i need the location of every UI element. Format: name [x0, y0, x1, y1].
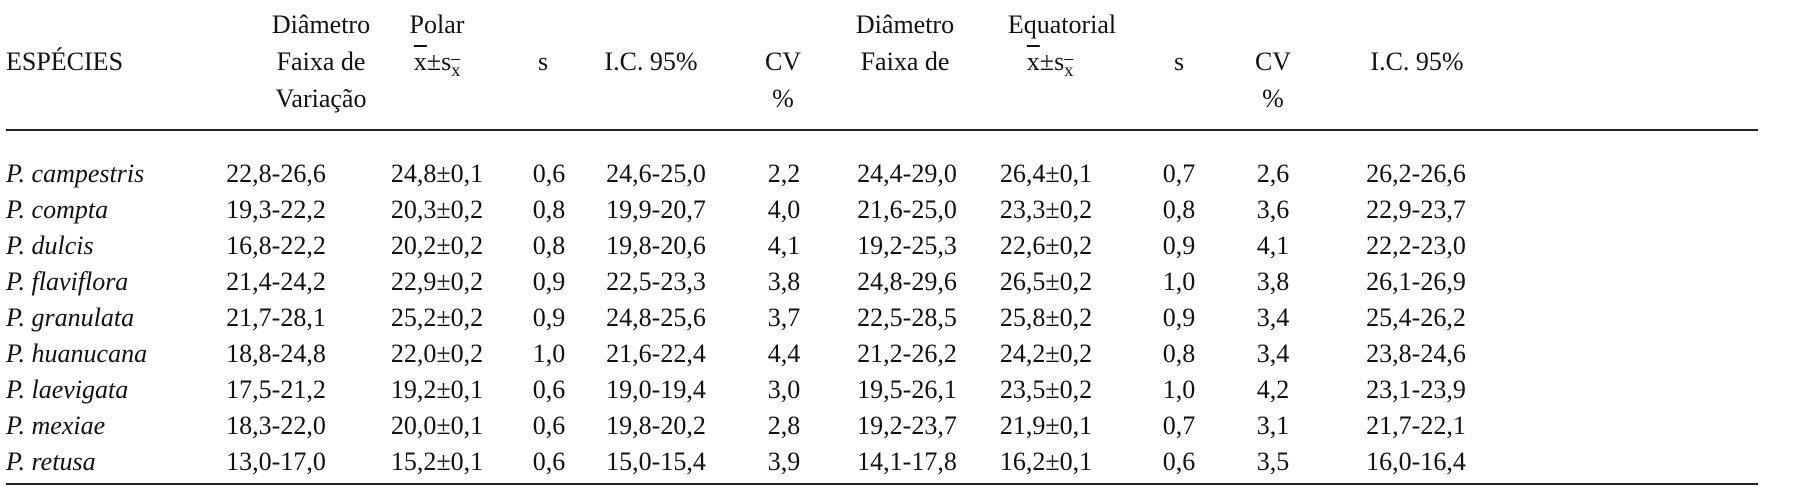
cell-faixa-polar: 18,8-24,8: [226, 339, 326, 368]
col-header-cv-polar-line2: %: [772, 84, 794, 113]
cell-s-eq: 1,0: [1162, 267, 1196, 296]
cell-media-eq: 23,5±0,2: [999, 375, 1093, 404]
cell-ic-eq: 23,8-24,6: [1366, 339, 1466, 368]
cell-ic-eq: 25,4-26,2: [1366, 303, 1466, 332]
cell-species: P. flaviflora: [6, 267, 129, 296]
cell-media-eq: 23,3±0,2: [999, 195, 1093, 224]
cell-ic-eq: 22,2-23,0: [1366, 231, 1466, 260]
cell-faixa-polar: 13,0-17,0: [226, 447, 326, 476]
cell-cv-eq: 3,4: [1256, 339, 1290, 368]
cell-media-polar: 25,2±0,2: [390, 303, 484, 332]
cell-cv-polar: 2,2: [767, 159, 801, 188]
cell-faixa-polar: 16,8-22,2: [226, 231, 326, 260]
col-header-ic-eq: I.C. 95%: [1370, 47, 1464, 76]
cell-s-polar: 1,0: [532, 339, 566, 368]
cell-s-eq: 0,9: [1162, 231, 1196, 260]
cell-media-polar: 15,2±0,1: [390, 447, 484, 476]
cell-media-eq: 21,9±0,1: [999, 411, 1093, 440]
header-rule: [6, 129, 1758, 131]
cell-ic-polar: 21,6-22,4: [606, 339, 706, 368]
cell-ic-eq: 16,0-16,4: [1366, 447, 1466, 476]
cell-ic-polar: 15,0-15,4: [606, 447, 706, 476]
cell-cv-polar: 3,8: [767, 267, 801, 296]
cell-s-polar: 0,8: [532, 231, 566, 260]
cell-ic-eq: 21,7-22,1: [1366, 411, 1466, 440]
cell-cv-polar: 3,7: [767, 303, 801, 332]
cell-media-eq: 26,4±0,1: [999, 159, 1093, 188]
cell-s-eq: 0,7: [1162, 411, 1196, 440]
cell-faixa-polar: 22,8-26,6: [226, 159, 326, 188]
cell-s-polar: 0,6: [532, 375, 566, 404]
cell-cv-eq: 2,6: [1256, 159, 1290, 188]
cell-cv-eq: 3,6: [1256, 195, 1290, 224]
cell-ic-polar: 24,6-25,0: [606, 159, 706, 188]
col-header-polar-mean: $\overline{x}\pm s_{\overline{x}}$: [413, 47, 461, 80]
col-header-polar: Polar: [409, 10, 465, 39]
cell-media-polar: 20,0±0,1: [390, 411, 484, 440]
col-header-ic-polar: I.C. 95%: [604, 47, 698, 76]
col-header-equatorial-mean: $\overline{x}\pm s_{\overline{x}}$: [1026, 47, 1074, 80]
col-header-diametro-eq-line1: Diâmetro: [855, 10, 955, 39]
cell-s-eq: 0,7: [1162, 159, 1196, 188]
cell-ic-eq: 22,9-23,7: [1366, 195, 1466, 224]
cell-faixa-polar: 17,5-21,2: [226, 375, 326, 404]
cell-s-eq: 0,8: [1162, 339, 1196, 368]
cell-faixa-polar: 21,7-28,1: [226, 303, 326, 332]
cell-ic-polar: 19,8-20,2: [606, 411, 706, 440]
col-header-cv-polar-line1: CV: [764, 47, 802, 76]
cell-ic-polar: 24,8-25,6: [606, 303, 706, 332]
col-header-diametro-polar-line1: Diâmetro: [271, 10, 371, 39]
cell-cv-polar: 3,0: [767, 375, 801, 404]
cell-media-polar: 20,2±0,2: [390, 231, 484, 260]
cell-faixa-eq: 24,8-29,6: [857, 267, 957, 296]
cell-ic-polar: 19,8-20,6: [606, 231, 706, 260]
cell-faixa-eq: 19,2-25,3: [857, 231, 957, 260]
col-header-s-polar: s: [537, 47, 549, 76]
cell-species: P. granulata: [6, 303, 135, 332]
cell-media-polar: 22,0±0,2: [390, 339, 484, 368]
cell-cv-polar: 2,8: [767, 411, 801, 440]
cell-media-eq: 25,8±0,2: [999, 303, 1093, 332]
col-header-equatorial: Equatorial: [1007, 10, 1117, 39]
cell-species: P. campestris: [6, 159, 145, 188]
col-header-cv-eq-line1: CV: [1254, 47, 1292, 76]
cell-cv-polar: 4,4: [767, 339, 801, 368]
cell-species: P. laevigata: [6, 375, 129, 404]
cell-species: P. huanucana: [6, 339, 148, 368]
cell-s-eq: 0,9: [1162, 303, 1196, 332]
cell-s-polar: 0,6: [532, 447, 566, 476]
cell-s-eq: 0,6: [1162, 447, 1196, 476]
cell-faixa-polar: 21,4-24,2: [226, 267, 326, 296]
cell-faixa-eq: 21,2-26,2: [857, 339, 957, 368]
cell-faixa-polar: 18,3-22,0: [226, 411, 326, 440]
cell-s-polar: 0,8: [532, 195, 566, 224]
col-header-diametro-polar-line2: Faixa de: [276, 47, 366, 76]
cell-cv-eq: 3,1: [1256, 411, 1290, 440]
cell-media-eq: 22,6±0,2: [999, 231, 1093, 260]
cell-faixa-polar: 19,3-22,2: [226, 195, 326, 224]
cell-cv-eq: 3,4: [1256, 303, 1290, 332]
cell-media-eq: 24,2±0,2: [999, 339, 1093, 368]
cell-media-polar: 24,8±0,1: [390, 159, 484, 188]
cell-faixa-eq: 24,4-29,0: [857, 159, 957, 188]
cell-cv-eq: 3,8: [1256, 267, 1290, 296]
cell-ic-polar: 19,0-19,4: [606, 375, 706, 404]
cell-faixa-eq: 14,1-17,8: [857, 447, 957, 476]
cell-ic-eq: 26,1-26,9: [1366, 267, 1466, 296]
cell-s-polar: 0,6: [532, 159, 566, 188]
cell-species: P. compta: [6, 195, 109, 224]
cell-species: P. mexiae: [6, 411, 106, 440]
cell-cv-polar: 3,9: [767, 447, 801, 476]
bottom-rule: [6, 483, 1758, 485]
cell-ic-polar: 19,9-20,7: [606, 195, 706, 224]
cell-s-polar: 0,9: [532, 303, 566, 332]
col-header-cv-eq-line2: %: [1262, 84, 1284, 113]
cell-s-polar: 0,6: [532, 411, 566, 440]
cell-ic-eq: 26,2-26,6: [1366, 159, 1466, 188]
cell-cv-eq: 4,1: [1256, 231, 1290, 260]
cell-s-polar: 0,9: [532, 267, 566, 296]
cell-faixa-eq: 19,5-26,1: [857, 375, 957, 404]
cell-species: P. dulcis: [6, 231, 94, 260]
cell-faixa-eq: 21,6-25,0: [857, 195, 957, 224]
col-header-diametro-eq-line2: Faixa de: [860, 47, 950, 76]
cell-media-eq: 16,2±0,1: [999, 447, 1093, 476]
cell-s-eq: 0,8: [1162, 195, 1196, 224]
cell-cv-polar: 4,1: [767, 231, 801, 260]
cell-faixa-eq: 19,2-23,7: [857, 411, 957, 440]
col-header-especies: ESPÉCIES: [6, 47, 124, 76]
cell-media-eq: 26,5±0,2: [999, 267, 1093, 296]
cell-cv-eq: 4,2: [1256, 375, 1290, 404]
cell-media-polar: 20,3±0,2: [390, 195, 484, 224]
cell-media-polar: 19,2±0,1: [390, 375, 484, 404]
cell-ic-polar: 22,5-23,3: [606, 267, 706, 296]
cell-faixa-eq: 22,5-28,5: [857, 303, 957, 332]
col-header-diametro-polar-line3: Variação: [275, 84, 367, 113]
cell-cv-eq: 3,5: [1256, 447, 1290, 476]
col-header-s-eq: s: [1173, 47, 1185, 76]
cell-s-eq: 1,0: [1162, 375, 1196, 404]
cell-species: P. retusa: [6, 447, 96, 476]
cell-media-polar: 22,9±0,2: [390, 267, 484, 296]
cell-cv-polar: 4,0: [767, 195, 801, 224]
cell-ic-eq: 23,1-23,9: [1366, 375, 1466, 404]
